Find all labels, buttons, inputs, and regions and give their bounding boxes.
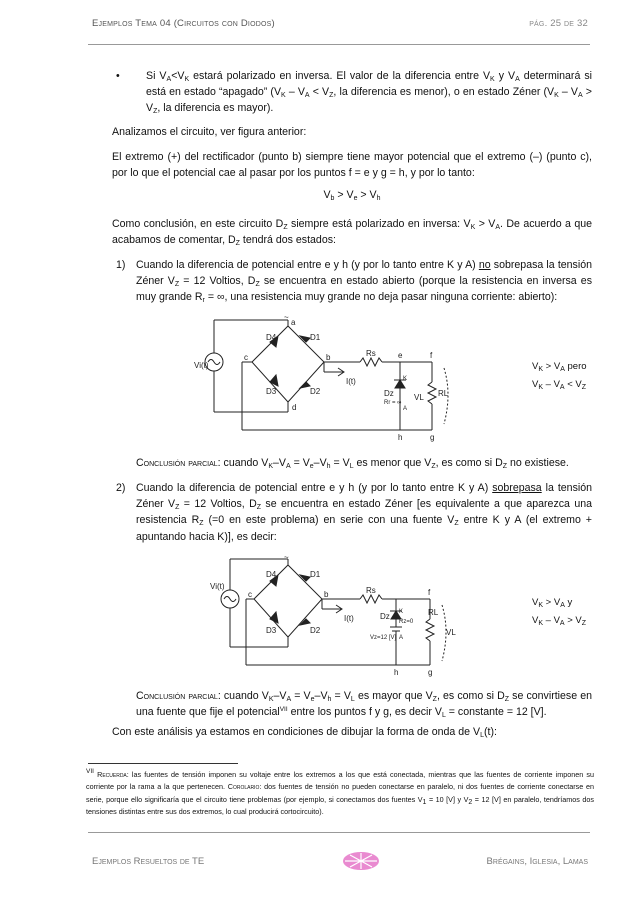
diode-d2-icon bbox=[300, 382, 310, 388]
label-node-d: d bbox=[292, 403, 297, 412]
partial-conclusion-1: Conclusión parcial: cuando $V_K-V_A = V_e-V_h = V_L$ es menor que $V_Z$, es como si $D_Z$ no existiese. bbox=[136, 457, 569, 470]
item-2-text: Cuando la diferencia de potencial entre e y h (y por lo tanto entre K y A) sobrepasa la tensión Zéner $V_Z = 12$ Voltios, $D_Z$ se encuentra en estado Zéner [es equivalente a que aparezca una resistencia $R_Z$ (=0 en este problema) en serie con una fuente $V_Z$ entre K y A (el extremo + apuntando hacia K)], es decir: bbox=[136, 482, 592, 543]
label-vz-2: Vz=12 [V] bbox=[370, 635, 397, 641]
label-d3-2: D3 bbox=[266, 626, 277, 635]
label-node-g-2: g bbox=[428, 668, 433, 677]
label-rl-2: RL bbox=[428, 608, 439, 617]
label-rl: RL bbox=[438, 389, 449, 398]
label-a-2: A bbox=[399, 635, 404, 641]
paragraph-final: Con este análisis ya estamos en condiciones de dibujar la forma de onda de $V_L(t)$: bbox=[112, 726, 497, 739]
university-logo-icon bbox=[342, 851, 380, 871]
footer-rule bbox=[88, 832, 590, 833]
label-node-c-2: c bbox=[248, 590, 252, 599]
label-d1-2: D1 bbox=[310, 570, 321, 579]
label-d2: D2 bbox=[310, 387, 321, 396]
label-rz-2: Rz=0 bbox=[399, 619, 414, 625]
footnote-rule bbox=[88, 763, 238, 764]
label-dz: Dz bbox=[384, 389, 394, 398]
diode-d3-icon-2 bbox=[270, 612, 278, 623]
footnote: $^{VII}$ Recuerda: las fuentes de tensión imponen su voltaje entre los extremos a los que está conectada, mientras que las fuentes de corriente imponen su corriente por la rama a la que pertenecen. Corolario: dos fuentes de tensión no pueden conectarse en paralelo, ni dos fuentes de corriente conectarse en serie, porque ello significaría que el circuito tiene problemas (por ejemplo, si conectamos dos fuentes $V_1 = 10$ [V] y $V_2 = 12$ [V] en paralelo, tendríamos dos tensiones distintas entre sus dos extremos, lo cual producirá cortocircuito). bbox=[86, 768, 595, 817]
label-source: Vi(t) bbox=[194, 361, 209, 370]
label-dz-2: Dz bbox=[380, 612, 390, 621]
label-a: A bbox=[403, 406, 408, 412]
label-tilde-a-2: ~ bbox=[284, 553, 289, 562]
header-rule bbox=[88, 44, 590, 45]
label-node-h-2: h bbox=[394, 668, 399, 677]
label-it: I(t) bbox=[346, 377, 356, 386]
label-node-h: h bbox=[398, 433, 403, 442]
partial-conclusion-2: Conclusión parcial: cuando $V_K-V_A = V_e-V_h = V_L$ es mayor que $V_Z$, es como si $D_Z$ se convirtiese en una fuente que fije el potencial$^{VII}$ entre los puntos f y g, es decir $V_L$ = constante = 12 [V]. bbox=[136, 690, 593, 720]
label-it-2: I(t) bbox=[344, 614, 354, 623]
label-d4-2: D4 bbox=[266, 570, 277, 579]
label-node-a: a bbox=[291, 318, 296, 327]
page-header bbox=[92, 18, 588, 34]
circuit-diagram-zener bbox=[200, 555, 470, 685]
bullet-icon: • bbox=[116, 70, 120, 82]
resistor-rs-icon-2 bbox=[360, 595, 382, 603]
label-d3: D3 bbox=[266, 387, 277, 396]
side-note-1: $V_K > V_A$ pero $V_K - V_A < V_Z$ bbox=[532, 361, 587, 391]
label-node-g: g bbox=[430, 433, 435, 442]
item-1-text: Cuando la diferencia de potencial entre e y h (y por lo tanto entre K y A) no sobrepasa la tensión Zéner $V_Z = 12$ Voltios, $D_Z$ se encuentra en estado abierto (porque la resistencia en inversa es muy grande $R_r$ = ∞, una resistencia muy grande no deja pasar ninguna corriente: abierto): bbox=[136, 259, 592, 305]
circuit-diagram-open bbox=[194, 312, 470, 442]
page-footer bbox=[92, 856, 588, 872]
label-d4: D4 bbox=[266, 333, 277, 342]
header-title: Ejemplos Tema 04 (Circuitos con Diodos) bbox=[92, 18, 275, 29]
item-2-number: 2) bbox=[116, 482, 126, 494]
footer-authors: Brégains, Iglesia, Lamas bbox=[486, 856, 588, 867]
equation-potentials: $V_b > V_e > V_h$ bbox=[323, 189, 381, 202]
label-rs-2: Rs bbox=[366, 586, 376, 595]
label-node-e: e bbox=[398, 351, 403, 360]
side-note-2: $V_K > V_A$ y $V_K - V_A > V_Z$ bbox=[532, 597, 587, 627]
item-1-number: 1) bbox=[116, 259, 126, 271]
label-d2-2: D2 bbox=[310, 626, 321, 635]
resistor-rs-icon bbox=[360, 358, 382, 366]
label-node-f-2: f bbox=[428, 588, 431, 597]
label-k: K bbox=[403, 376, 408, 382]
label-tilde-a: ~ bbox=[284, 313, 289, 322]
label-rr: Rr = ∞ bbox=[384, 400, 402, 406]
label-node-c: c bbox=[244, 353, 248, 362]
paragraph-extremo: El extremo (+) del rectificador (punto b) siempre tiene mayor potencial que el extremo (–) (punto c), por lo que el potencial cae al pasar por los puntos f = e y g = h, y por lo tanto: bbox=[112, 151, 592, 180]
resistor-rl-icon bbox=[428, 382, 436, 404]
paragraph-analizamos: Analizamos el circuito, ver figura anterior: bbox=[112, 126, 307, 138]
label-source-2: Vi(t) bbox=[210, 582, 225, 591]
footer-left: Ejemplos Resueltos de TE bbox=[92, 856, 205, 867]
paragraph-conclusion: Como conclusión, en este circuito $D_Z$ siempre está polarizado en inversa: $V_K > V_A$. De acuerdo a que acabamos de comentar, $D_Z$ tendrá dos estados: bbox=[112, 218, 593, 248]
label-vl: VL bbox=[414, 393, 424, 402]
label-node-f: f bbox=[430, 351, 433, 360]
resistor-rl-icon-2 bbox=[426, 619, 434, 641]
label-node-b-2: b bbox=[324, 590, 329, 599]
label-vl-2: VL bbox=[446, 628, 456, 637]
label-k-2: K bbox=[399, 609, 404, 615]
label-d1: D1 bbox=[310, 333, 321, 342]
label-rs: Rs bbox=[366, 349, 376, 358]
bullet-paragraph: Si $V_A<V_K$ estará polarizado en inversa. El valor de la diferencia entre $V_K$ y $V_A$ determinará si está en estado “apagado” ($V_K - V_A < V_Z$, la diferencia es menor), o en estado Zéner ($V_K - V_A > V_Z$, la diferencia es mayor). bbox=[146, 70, 593, 116]
header-page-number: pág. 25 de 32 bbox=[529, 18, 588, 29]
label-node-b: b bbox=[326, 353, 331, 362]
diode-d3-icon bbox=[270, 375, 278, 386]
